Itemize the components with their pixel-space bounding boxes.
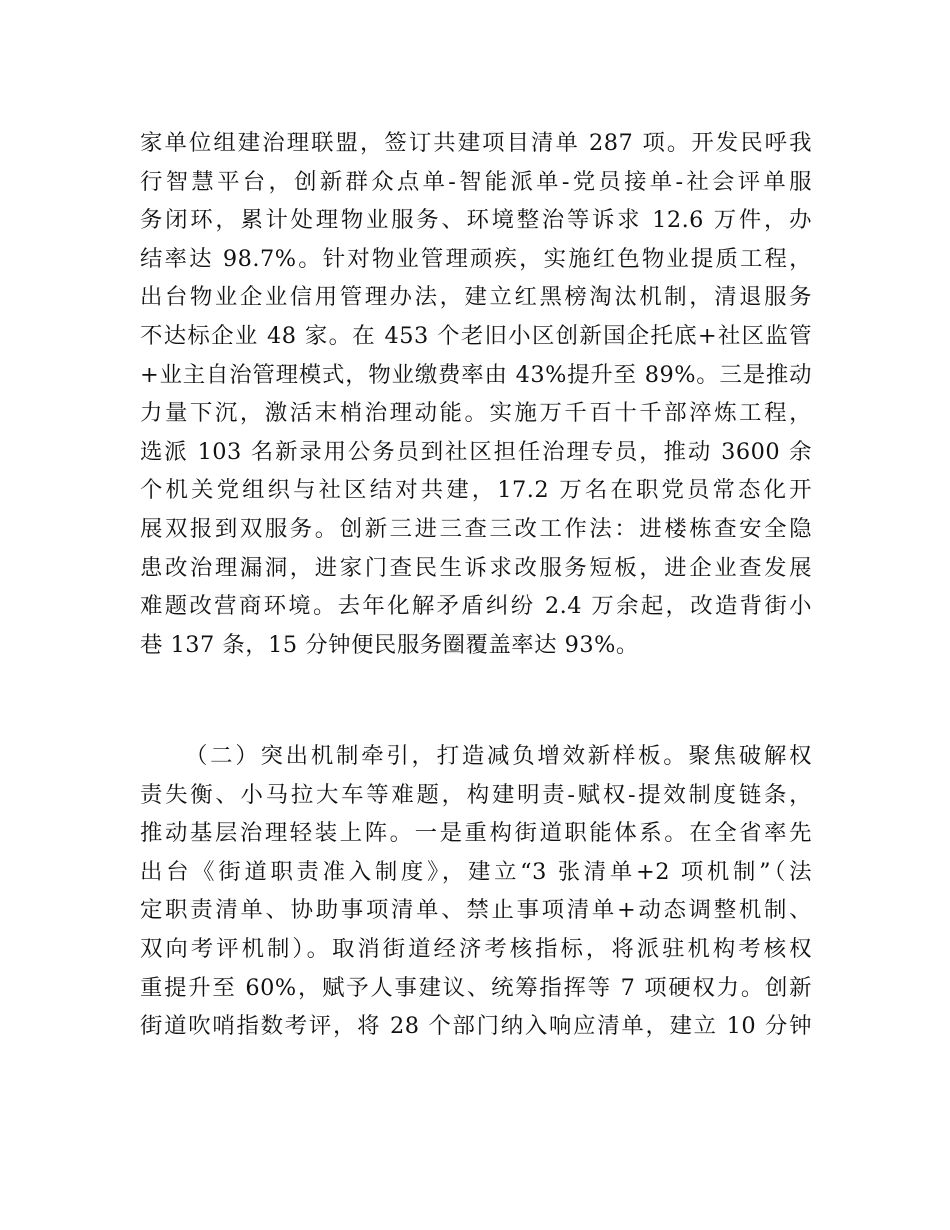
paragraph-line: 结率达 98.7%。针对物业管理顽疾，实施红色物业提质工程， (140, 245, 812, 272)
paragraph-line: 出台物业企业信用管理办法，建立红黑榜淘汰机制，清退服务 (140, 284, 812, 311)
paragraph-line: 难题改营商环境。去年化解矛盾纠纷 2.4 万余起，改造背街小 (140, 593, 812, 620)
paragraph-line: 行智慧平台，创新群众点单-智能派单-党员接单-社会评单服 (140, 168, 812, 195)
paragraph-1 (140, 124, 812, 664)
paragraph-line: 双向考评机制）。取消街道经济考核指标，将派驻机构考核权 (140, 935, 812, 962)
paragraph-line: 展双报到双服务。创新三进三查三改工作法：进楼栋查安全隐 (140, 515, 812, 542)
paragraph-line: 务闭环，累计处理物业服务、环境整治等诉求 12.6 万件，办 (140, 207, 812, 234)
paragraph-line: 街道吹哨指数考评，将 28 个部门纳入响应清单，建立 10 分钟 (140, 1013, 812, 1040)
paragraph-line: 家单位组建治理联盟，签订共建项目清单 287 项。开发民呼我 (140, 130, 812, 156)
paragraph-line: 力量下沉，激活末梢治理动能。实施万千百十千部淬炼工程， (140, 400, 812, 427)
paragraph-line: 出台《街道职责准入制度》，建立“3 张清单+2 项机制”（法 (140, 858, 812, 885)
paragraph-line: 选派 103 名新录用公务员到社区担任治理专员，推动 3600 余 (140, 438, 812, 465)
paragraph-line: 责失衡、小马拉大车等难题，构建明责-赋权-提效制度链条， (140, 781, 812, 808)
paragraph-line: 患改治理漏洞，进家门查民生诉求改服务短板，进企业查发展 (140, 554, 812, 581)
paragraph-line: 推动基层治理轻装上阵。一是重构街道职能体系。在全省率先 (140, 820, 812, 847)
paragraph-line: 个机关党组织与社区结对共建，17.2 万名在职党员常态化开 (140, 477, 812, 504)
paragraph-line: 定职责清单、协助事项清单、禁止事项清单+动态调整机制、 (140, 897, 812, 924)
paragraph-line: 重提升至 60%，赋予人事建议、统筹指挥等 7 项硬权力。创新 (140, 974, 812, 1001)
paragraph-line: +业主自治管理模式，物业缴费率由 43%提升至 89%。三是推动 (140, 361, 812, 388)
paragraph-line: （二）突出机制牵引，打造减负增效新样板。聚焦破解权 (185, 743, 812, 769)
paragraph-line: 巷 137 条，15 分钟便民服务圈覆盖率达 93%。 (140, 631, 639, 658)
paragraph-line: 不达标企业 48 家。在 453 个老旧小区创新国企托底+社区监管 (140, 322, 812, 349)
paragraph-2 (140, 737, 812, 1046)
